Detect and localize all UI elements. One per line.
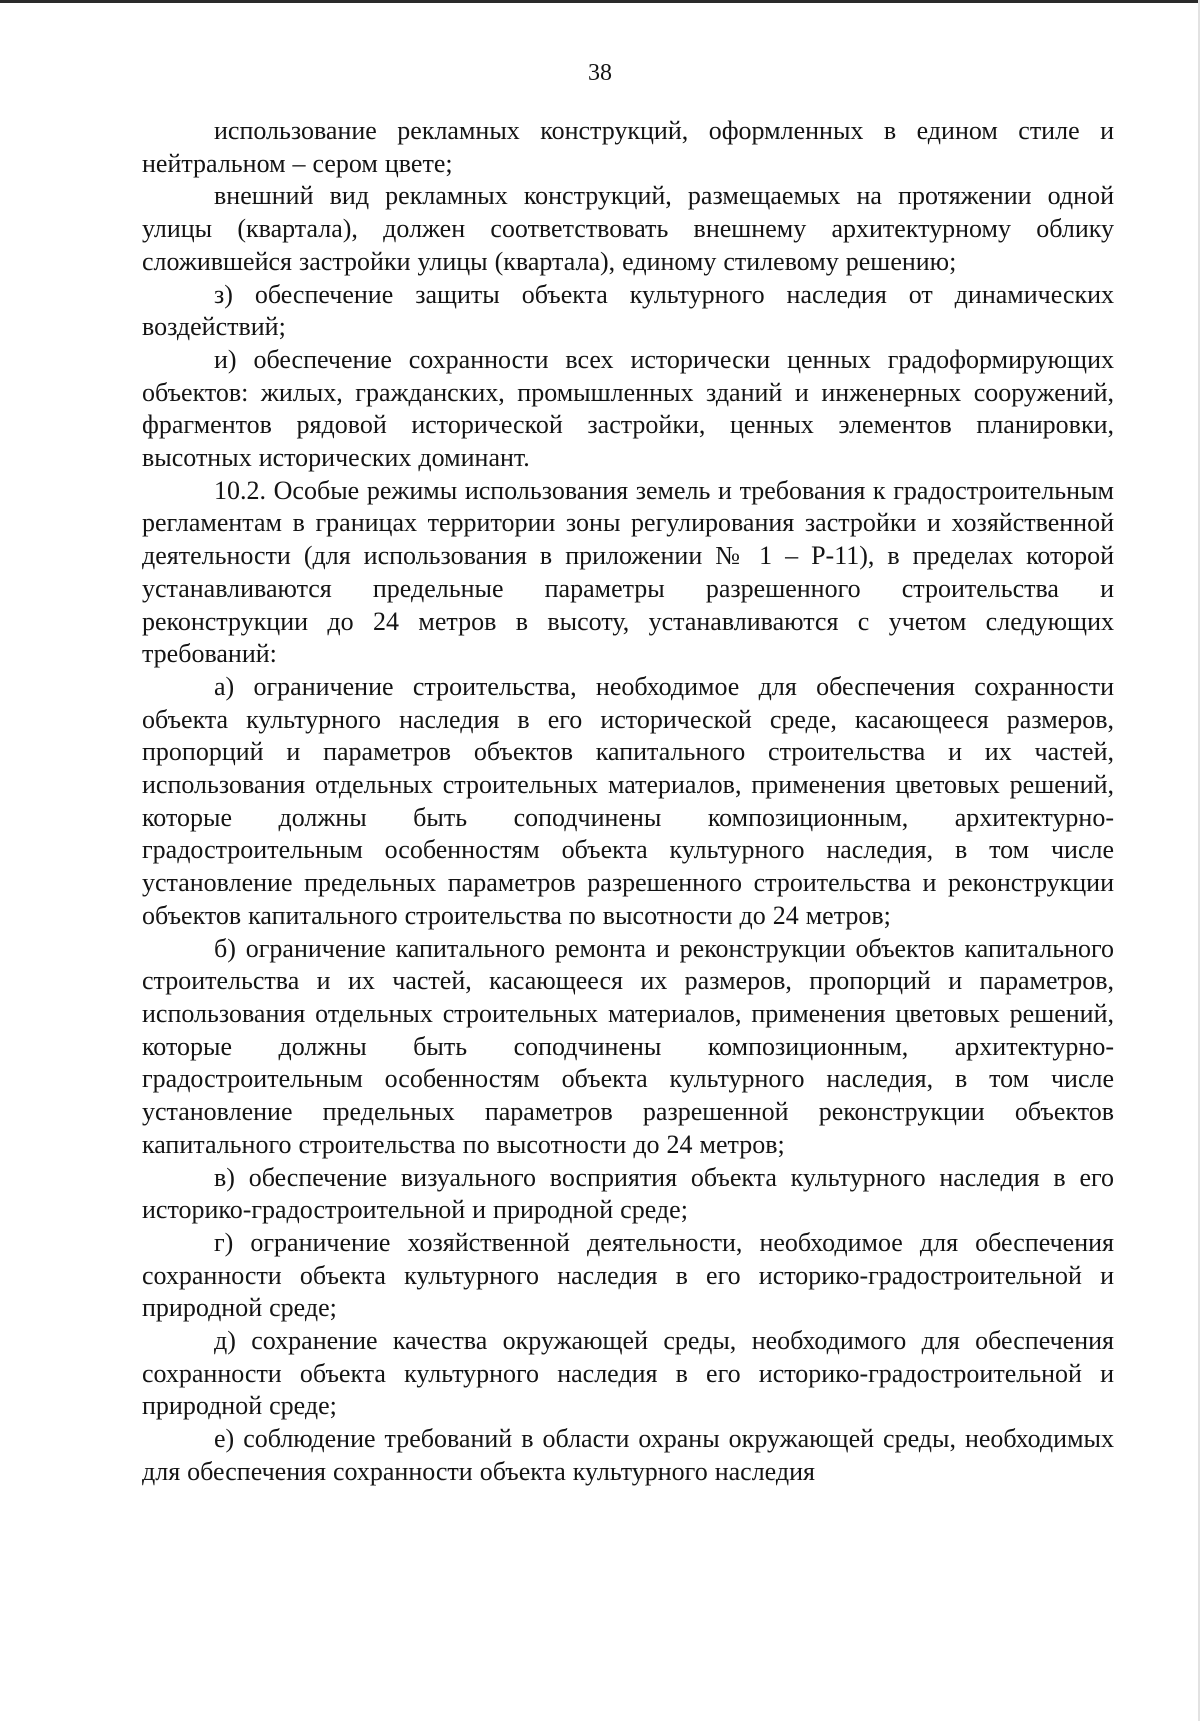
paragraph-item-i: и) обеспечение сохранности всех исторически ценных градоформирующих объектов: жилых, гражданских, промышленных зданий и инженерных сооружений, фрагментов рядовой исторической застройки, ценных элементов планировки, высотных исторических доминант. (142, 344, 1114, 473)
scan-edge-top (0, 0, 1200, 3)
paragraph-advertising-appearance: внешний вид рекламных конструкций, размещаемых на протяжении одной улицы (квартала), должен соответствовать внешнему архитектурному облику сложившейся застройки улицы (квартала), единому стилевому решению; (142, 181, 1114, 276)
paragraph-item-e: е) соблюдение требований в области охраны окружающей среды, необходимых для обеспечения сохранности объекта культурного наследия (142, 1424, 1114, 1486)
paragraph-item-z: з) обеспечение защиты объекта культурного наследия от динамических воздействий; (142, 279, 1114, 342)
paragraph-section-10-2: 10.2. Особые режимы использования земель и требования к градостроительным регламентам в границах территории зоны регулирования застройки и хозяйственной деятельности (для использования в приложении № 1 – Р-11), в пределах которой устанавливаются предельные параметры разрешенного строительства и реконструкции до 24 метров в высоту, устанавливаются с учетом следующих требований: (142, 475, 1114, 669)
paragraph-advertising-style: использование рекламных конструкций, оформленных в едином стиле и нейтральном – сером цвете; (142, 116, 1114, 178)
paragraph-item-a: а) ограничение строительства, необходимое для обеспечения сохранности объекта культурного наследия в его исторической среде, касающееся размеров, пропорций и параметров объектов капитального строительства и их частей, использования отдельных строительных материалов, применения цветовых решений, которые должны быть соподчинены композиционным, архитектурно-градостроительным особенностям объекта культурного наследия, в том числе установление предельных параметров разрешенного строительства и реконструкции объектов капитального строительства по высотности до 24 метров; (142, 671, 1114, 930)
document-body (142, 115, 1114, 1489)
paragraph-item-v: в) обеспечение визуального восприятия объекта культурного наследия в его историко-градостроительной и природной среде; (142, 1162, 1114, 1225)
page-number: 38 (588, 60, 612, 86)
paragraph-item-b: б) ограничение капитального ремонта и реконструкции объектов капитального строительства и их частей, касающееся их размеров, пропорций и параметров, использования отдельных строительных материалов, применения цветовых решений, которые должны быть соподчинены композиционным, архитектурно-градостроительным особенностям объекта культурного наследия, в том числе установление предельных параметров разрешенной реконструкции объектов капитального строительства по высотности до 24 метров; (142, 933, 1114, 1159)
paragraph-item-d: д) сохранение качества окружающей среды, необходимого для обеспечения сохранности объекта культурного наследия в его историко-градостроительной и природной среде; (142, 1326, 1114, 1421)
paragraph-item-g: г) ограничение хозяйственной деятельности, необходимое для обеспечения сохранности объекта культурного наследия в его историко-градостроительной и природной среде; (142, 1227, 1114, 1323)
